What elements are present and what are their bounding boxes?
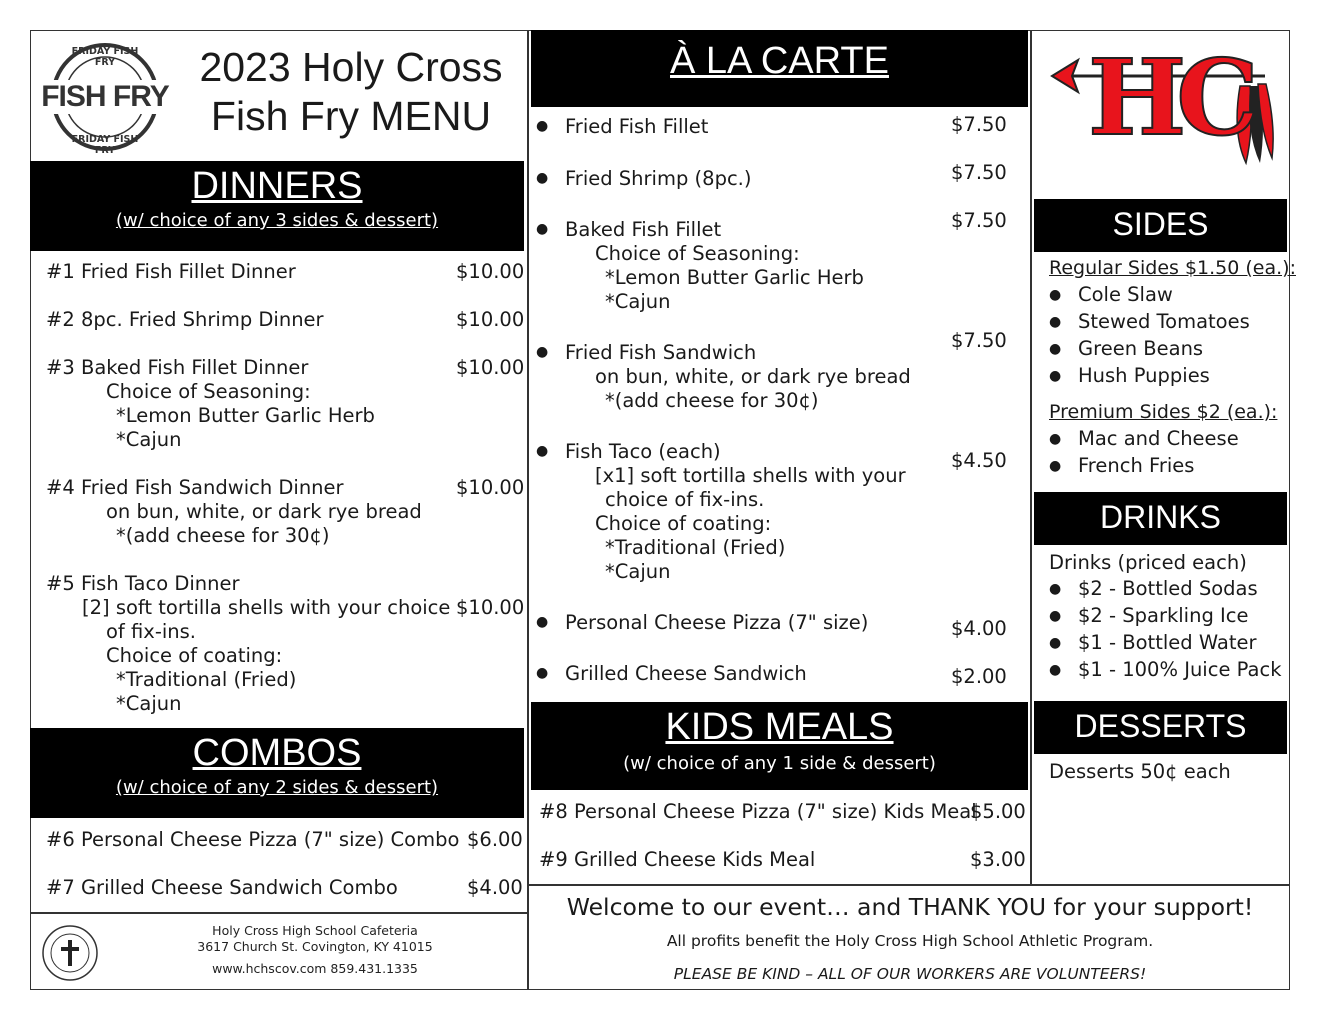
- alacarte-item-detail: Choice of Seasoning:: [595, 242, 800, 265]
- dinner-item-5-detail: [2] soft tortilla shells with your choice: [82, 596, 451, 619]
- kids-item-9-name: #9 Grilled Cheese Kids Meal: [539, 848, 816, 871]
- bullet: ●: [1049, 458, 1062, 474]
- side-item: Stewed Tomatoes: [1078, 310, 1250, 333]
- footer-cafeteria: Holy Cross High School Cafeteria: [212, 923, 418, 938]
- footer-contact: www.hchscov.com 859.431.1335: [212, 961, 418, 976]
- dinner-item-4-name: #4 Fried Fish Sandwich Dinner: [46, 476, 344, 499]
- welcome-profits: All profits benefit the Holy Cross High School Athletic Program.: [666, 932, 1154, 950]
- dinners-header: [30, 161, 524, 251]
- alacarte-item-price: $7.50: [951, 329, 1007, 352]
- drink-item: $2 - Bottled Sodas: [1078, 577, 1258, 600]
- alacarte-item-detail: *Lemon Butter Garlic Herb: [605, 266, 864, 289]
- welcome-headline: Welcome to our event… and THANK YOU for your support!: [566, 893, 1254, 921]
- drink-item: $1 - 100% Juice Pack: [1078, 658, 1282, 681]
- footer-address: 3617 Church St. Covington, KY 41015: [197, 939, 433, 954]
- alacarte-item-name: Fried Shrimp (8pc.): [565, 167, 752, 190]
- kids-item-9-price: $3.00: [970, 848, 1026, 871]
- page-title-line2: Fish Fry MENU: [210, 93, 492, 139]
- divider-footer-right: [528, 884, 1290, 886]
- alacarte-item-price: $2.00: [951, 665, 1007, 688]
- bullet: ●: [1049, 608, 1062, 624]
- side-item: Hush Puppies: [1078, 364, 1210, 387]
- bullet: ●: [536, 443, 549, 459]
- dinner-item-3-detail: *Lemon Butter Garlic Herb: [116, 404, 375, 427]
- alacarte-item-price: $4.00: [951, 617, 1007, 640]
- alacarte-item-name: Grilled Cheese Sandwich: [565, 662, 807, 685]
- drinks-header: [1034, 492, 1287, 545]
- dinner-item-4-price: $10.00: [456, 476, 525, 499]
- drinks-intro: Drinks (priced each): [1049, 551, 1247, 574]
- alacarte-item-detail: *Cajun: [605, 560, 671, 583]
- fish-fry-badge: [38, 42, 172, 156]
- alacarte-item-price: $7.50: [951, 161, 1007, 184]
- badge-ring-bottom: FRIDAY FISH FRY: [71, 134, 139, 156]
- dinner-item-3-detail: *Cajun: [116, 428, 182, 451]
- welcome-volunteers: PLEASE BE KIND – ALL OF OUR WORKERS ARE VOLUNTEERS!: [673, 965, 1147, 983]
- alacarte-item-detail: *Traditional (Fried): [605, 536, 786, 559]
- dinner-item-5-price: $10.00: [456, 596, 525, 619]
- bullet: ●: [1049, 368, 1062, 384]
- combo-item-7-price: $4.00: [467, 876, 523, 899]
- kids-item-8-price: $5.00: [970, 800, 1026, 823]
- alacarte-item-name: Fried Fish Sandwich: [565, 341, 757, 364]
- bullet: ●: [536, 221, 549, 237]
- desserts-header: [1034, 701, 1287, 754]
- dinner-item-3-price: $10.00: [456, 356, 525, 379]
- bullet: ●: [1049, 341, 1062, 357]
- dinner-item-1-price: $10.00: [456, 260, 525, 283]
- alacarte-item-detail: choice of fix-ins.: [605, 488, 765, 511]
- dinners-title: DINNERS: [191, 165, 363, 207]
- drink-item: $1 - Bottled Water: [1078, 631, 1257, 654]
- hc-logo: [1050, 38, 1280, 168]
- dinner-item-2-price: $10.00: [456, 308, 525, 331]
- school-seal: [41, 924, 99, 982]
- alacarte-item-detail: *(add cheese for 30¢): [605, 389, 819, 412]
- dinner-item-3-name: #3 Baked Fish Fillet Dinner: [46, 356, 309, 379]
- bullet: ●: [536, 614, 549, 630]
- dinner-item-2-name: #2 8pc. Fried Shrimp Dinner: [46, 308, 324, 331]
- sides-header: [1034, 199, 1287, 252]
- alacarte-item-price: $7.50: [951, 113, 1007, 136]
- alacarte-item-name: Personal Cheese Pizza (7" size): [565, 611, 869, 634]
- dinner-item-5-detail: Choice of coating:: [106, 644, 283, 667]
- side-item: Green Beans: [1078, 337, 1204, 360]
- alacarte-item-detail: on bun, white, or dark rye bread: [595, 365, 911, 388]
- kids-subtitle: (w/ choice of any 1 side & dessert): [623, 753, 936, 774]
- alacarte-header: [531, 30, 1028, 107]
- bullet: ●: [536, 170, 549, 186]
- alacarte-item-price: $7.50: [951, 209, 1007, 232]
- alacarte-item-name: Fried Fish Fillet: [565, 115, 709, 138]
- kids-item-8-name: #8 Personal Cheese Pizza (7" size) Kids Meal: [539, 800, 977, 823]
- combos-header: [30, 728, 524, 818]
- regular-sides-header: Regular Sides $1.50 (ea.):: [1049, 257, 1296, 279]
- divider-right: [1030, 30, 1032, 885]
- bullet: ●: [1049, 581, 1062, 597]
- bullet: ●: [1049, 314, 1062, 330]
- dinner-item-3-detail: Choice of Seasoning:: [106, 380, 311, 403]
- divider-footer-left: [30, 912, 528, 914]
- badge-ring-top: FRIDAY FISH FRY: [71, 46, 139, 68]
- desserts-text: Desserts 50¢ each: [1049, 760, 1231, 783]
- bullet: ●: [1049, 635, 1062, 651]
- alacarte-item-name: Baked Fish Fillet: [565, 218, 722, 241]
- drink-item: $2 - Sparkling Ice: [1078, 604, 1249, 627]
- bullet: ●: [536, 665, 549, 681]
- kids-header: [531, 702, 1028, 790]
- dinner-item-1-name: #1 Fried Fish Fillet Dinner: [46, 260, 296, 283]
- alacarte-item-price: $4.50: [951, 449, 1007, 472]
- divider-left: [527, 30, 529, 990]
- bullet: ●: [536, 344, 549, 360]
- bullet: ●: [1049, 662, 1062, 678]
- drinks-title: DRINKS: [1100, 499, 1221, 535]
- alacarte-item-detail: [x1] soft tortilla shells with your: [595, 464, 906, 487]
- dinner-item-4-detail: *(add cheese for 30¢): [116, 524, 330, 547]
- combo-item-7-name: #7 Grilled Cheese Sandwich Combo: [46, 876, 398, 899]
- badge-text: FISH FRY: [41, 80, 169, 113]
- alacarte-item-name: Fish Taco (each): [565, 440, 721, 463]
- combo-item-6-name: #6 Personal Cheese Pizza (7" size) Combo: [46, 828, 460, 851]
- hc-logo-text: HC: [1088, 36, 1250, 159]
- bullet: ●: [1049, 287, 1062, 303]
- premium-sides-header: Premium Sides $2 (ea.):: [1049, 401, 1278, 423]
- kids-title: KIDS MEALS: [665, 706, 894, 748]
- dinner-item-5-name: #5 Fish Taco Dinner: [46, 572, 240, 595]
- alacarte-title: À LA CARTE: [670, 40, 889, 82]
- dinners-subtitle: (w/ choice of any 3 sides & dessert): [115, 210, 439, 231]
- dinner-item-5-detail: *Traditional (Fried): [116, 668, 297, 691]
- bullet: ●: [536, 118, 549, 134]
- side-item: French Fries: [1078, 454, 1195, 477]
- combos-title: COMBOS: [192, 732, 362, 774]
- alacarte-item-detail: *Cajun: [605, 290, 671, 313]
- page-title-line1: 2023 Holy Cross: [199, 44, 503, 90]
- side-item: Cole Slaw: [1078, 283, 1173, 306]
- desserts-title: DESSERTS: [1074, 708, 1247, 744]
- bullet: ●: [1049, 431, 1062, 447]
- side-item: Mac and Cheese: [1078, 427, 1239, 450]
- combos-subtitle: (w/ choice of any 2 sides & dessert): [115, 777, 439, 798]
- dinner-item-5-detail: of fix-ins.: [106, 620, 196, 643]
- dinner-item-4-detail: on bun, white, or dark rye bread: [106, 500, 422, 523]
- combo-item-6-price: $6.00: [467, 828, 523, 851]
- alacarte-item-detail: Choice of coating:: [595, 512, 772, 535]
- dinner-item-5-detail: *Cajun: [116, 692, 182, 715]
- sides-title: SIDES: [1112, 206, 1209, 242]
